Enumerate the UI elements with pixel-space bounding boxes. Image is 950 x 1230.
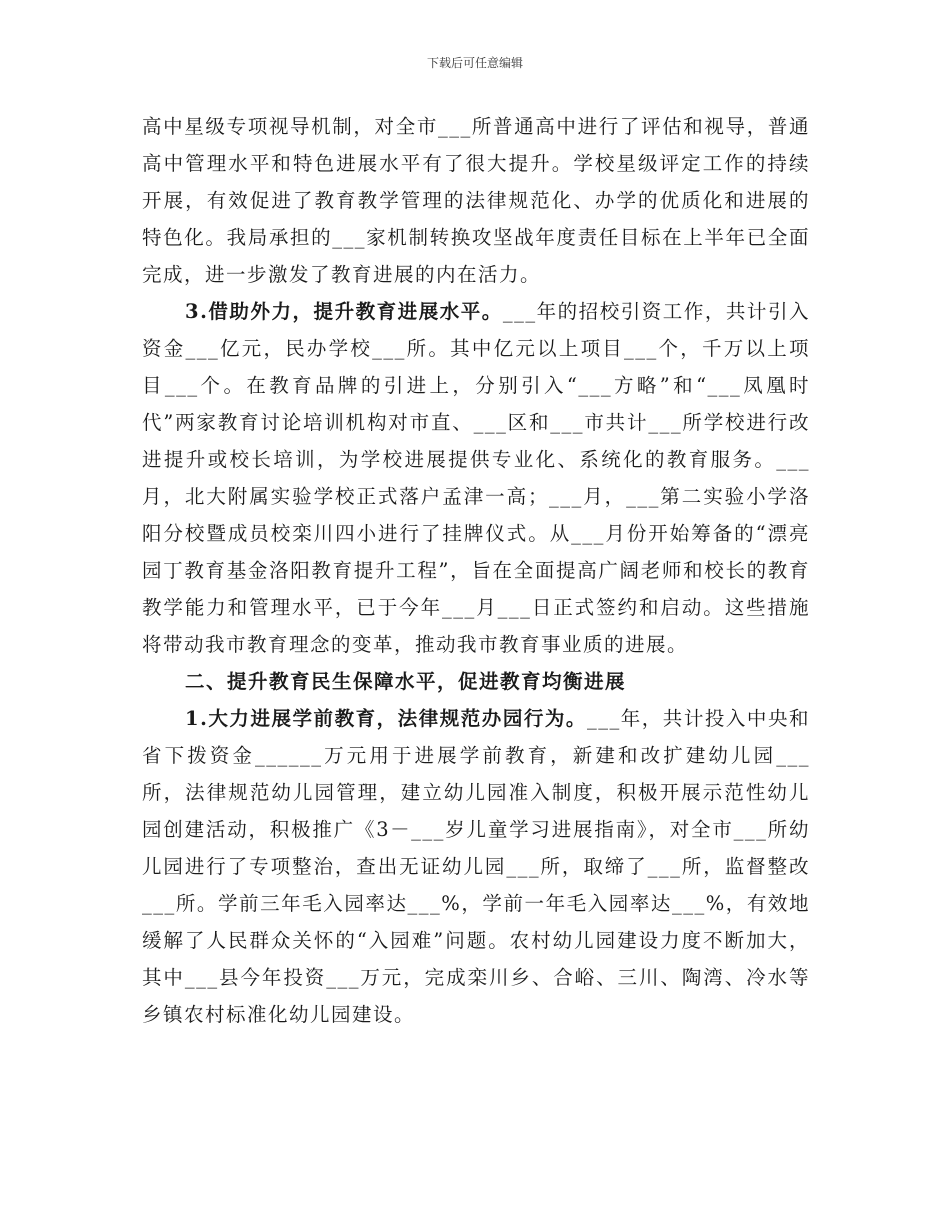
paragraph-body-preschool: ___年，共计投入中央和省下拨资金______万元用于进展学前教育，新建和改扩建幼儿园___所，法律规范幼儿园管理，建立幼儿园准入制度，积极开展示范性幼儿园创建活动，积极推广《3－___岁儿童学习进展指南》，对全市___所幼儿园进行了专项整治，查出无证幼儿园___所，取缔了___所，监督整改___所。学前三年毛入园率达___%，学前一年毛入园率达___%，有效地缓解了人民群众关怀的“入园难”问题。农村幼儿园建设力度不断加大，其中___县今年投资___万元，完成栾川乡、合峪、三川、陶湾、冷水等乡镇农村标准化幼儿园建设。 [142,707,810,1026]
page-header: 下载后可任意编辑 [426,56,523,70]
paragraph-external-support [142,293,810,663]
paragraph-continuation: 高中星级专项视导机制，对全市___所普通高中进行了评估和视导，普通高中管理水平和特色进展水平有了很大提升。学校星级评定工作的持续开展，有效促进了教育教学管理的法律规范化、办学的优质化和进展的特色化。我局承担的___家机制转换攻坚战年度责任目标在上半年已全面完成，进一步激发了教育进展的内在活力。 [142,115,810,286]
paragraph-body-external-support: ___年的招校引资工作，共计引入资金___亿元，民办学校___所。其中亿元以上项目___个，千万以上项目___个。在教育品牌的引进上，分别引入“___方略”和“___凤凰时代”两家教育讨论培训机构对市直、___区和___市共计___所学校进行改进提升或校长培训，为学校进展提供专业化、系统化的教育服务。___月，北大附属实验学校正式落户孟津一高；___月，___第二实验小学洛阳分校暨成员校栾川四小进行了挂牌仪式。从___月份开始筹备的“漂亮园丁教育基金洛阳教育提升工程”，旨在全面提高广阔老师和校长的教育教学能力和管理水平，已于今年___月___日正式签约和启动。这些措施将带动我市教育理念的变革，推动我市教育事业质的进展。 [142,300,810,656]
paragraph-title-external-support: 3.借助外力，提升教育进展水平。 [185,300,503,323]
section-heading: 二、提升教育民生保障水平，促进教育均衡进展 [185,670,627,693]
paragraph-title-preschool: 1.大力进展学前教育，法律规范办园行为。 [185,707,587,730]
paragraph-preschool [142,700,810,1033]
document-body [142,108,810,1033]
